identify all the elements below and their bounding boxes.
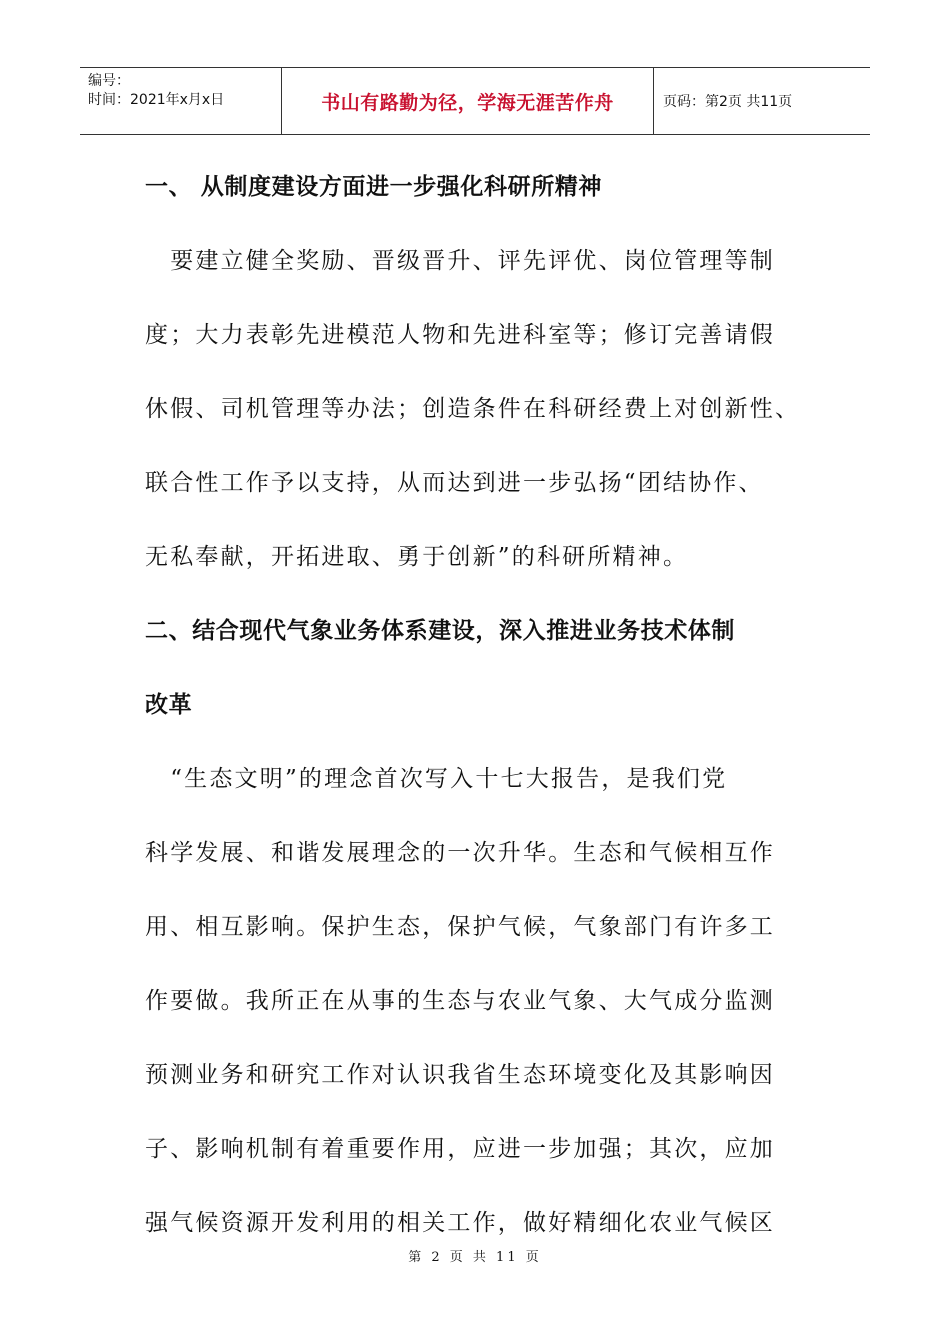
section-paragraph-1	[145, 224, 813, 594]
document-body	[145, 150, 813, 1260]
heading-line: 二、结合现代气象业务体系建设，深入推进业务技术体制	[145, 618, 735, 644]
paragraph-line: 科学发展、和谐发展理念的一次升华。生态和气候相互作	[145, 840, 775, 866]
paragraph-line: 联合性工作予以支持，从而达到进一步弘扬“团结协作、	[145, 470, 764, 496]
paragraph-line: 要建立健全奖励、晋级晋升、评先评优、岗位管理等制	[145, 248, 775, 274]
section-heading-1: 一、 从制度建设方面进一步强化科研所精神	[145, 174, 603, 200]
header-page-info: 页码：第2页 共11页	[663, 94, 793, 110]
paragraph-line: 无私奉献，开拓进取、勇于创新”的科研所精神。	[145, 544, 689, 570]
page-footer	[0, 1246, 950, 1265]
document-number-label: 编号：	[88, 73, 130, 89]
header-meta-cell	[80, 68, 282, 134]
paragraph-line: 作要做。我所正在从事的生态与农业气象、大气成分监测	[145, 988, 775, 1014]
paragraph-line: “生态文明”的理念首次写入十七大报告，是我们党	[145, 766, 728, 792]
footer-page-number: 第 2 页 共 11 页	[408, 1250, 542, 1265]
paragraph-line: 强气候资源开发利用的相关工作，做好精细化农业气候区	[145, 1210, 775, 1236]
section-heading-2	[145, 594, 813, 742]
paragraph-line: 休假、司机管理等办法；创造条件在科研经费上对创新性、	[145, 396, 801, 422]
heading-line: 改革	[145, 692, 193, 718]
header-motto: 书山有路勤为径，学海无涯苦作舟	[321, 91, 614, 114]
paragraph-line: 度；大力表彰先进模范人物和先进科室等；修订完善请假	[145, 322, 775, 348]
section-paragraph-2	[145, 742, 813, 1260]
header-page-cell	[654, 68, 870, 134]
paragraph-line: 预测业务和研究工作对认识我省生态环境变化及其影响因	[145, 1062, 775, 1088]
document-header	[80, 67, 870, 135]
paragraph-line: 子、影响机制有着重要作用，应进一步加强；其次，应加	[145, 1136, 775, 1162]
document-date-label: 时间：2021年x月x日	[88, 92, 225, 108]
header-motto-cell	[282, 68, 654, 134]
paragraph-line: 用、相互影响。保护生态，保护气候，气象部门有许多工	[145, 914, 775, 940]
